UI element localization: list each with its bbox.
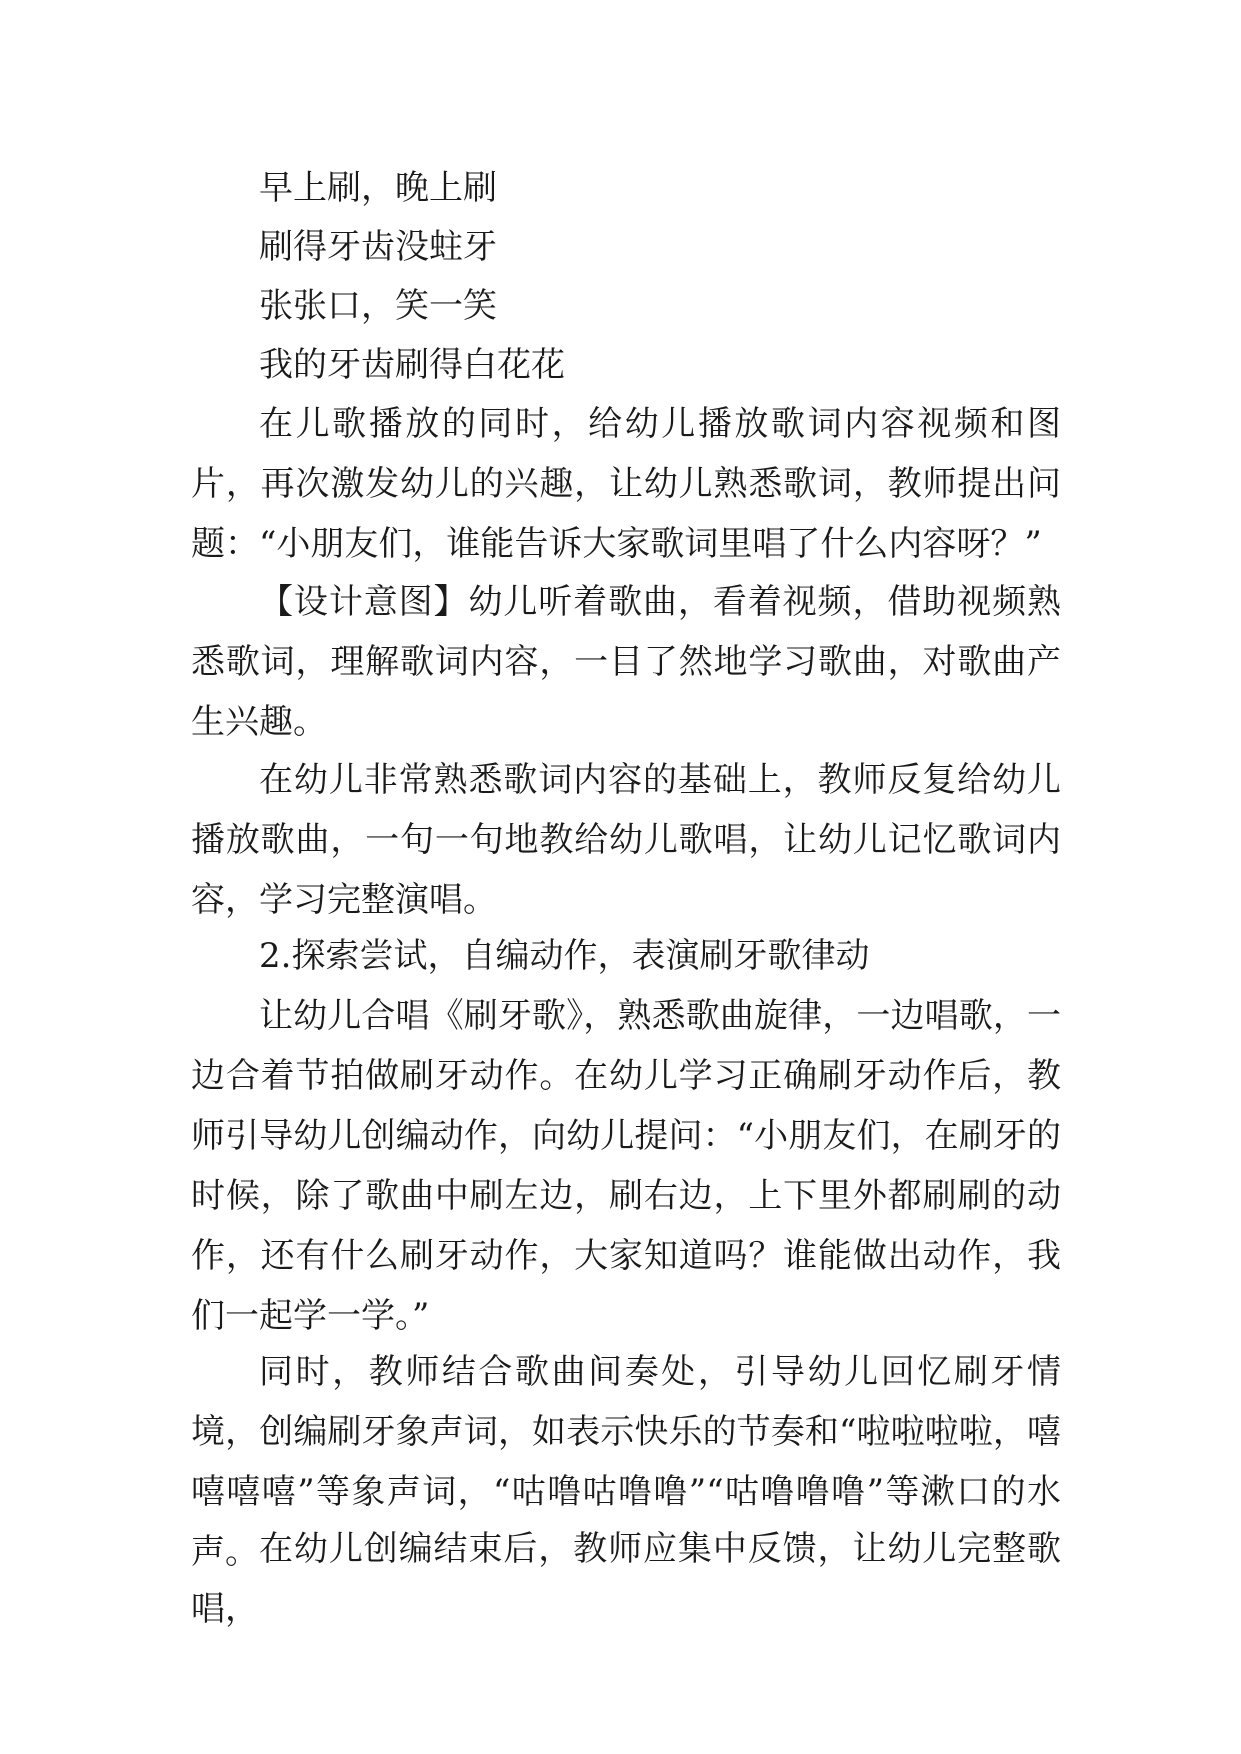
paragraph-design-intent: 【设计意图】幼儿听着歌曲，看着视频，借助视频熟悉歌词，理解歌词内容，一目了然地学习歌曲，对歌曲产生兴趣。	[191, 582, 1061, 742]
lyric-line-4: 我的牙齿刷得白花花	[259, 345, 565, 385]
lyric-line-1: 早上刷，晚上刷	[259, 168, 497, 208]
paragraph-feedback: 在幼儿创编结束后，教师应集中反馈，让幼儿完整歌唱，	[191, 1529, 1061, 1629]
paragraph-onomatopoeia: 同时，教师结合歌曲间奏处，引导幼儿回忆刷牙情境，创编刷牙象声词，如表示快乐的节奏和“啦啦啦啦，嘻嘻嘻嘻”等象声词，“咕噜咕噜噜”“咕噜噜噜”等漱口的水声。	[191, 1352, 1061, 1572]
lyric-line-2: 刷得牙齿没蛀牙	[259, 227, 497, 267]
lyric-line-3: 张张口，笑一笑	[259, 286, 497, 326]
paragraph-create-actions: 让幼儿合唱《刷牙歌》，熟悉歌曲旋律，一边唱歌，一边合着节拍做刷牙动作。在幼儿学习正确刷牙动作后，教师引导幼儿创编动作，向幼儿提问：“小朋友们，在刷牙的时候，除了歌曲中刷左边，刷右边，上下里外都刷刷的动作，还有什么刷牙动作，大家知道吗？谁能做出动作，我们一起学一学。”	[191, 996, 1061, 1336]
section-heading: 2.探索尝试，自编动作，表演刷牙歌律动	[259, 936, 870, 976]
paragraph-teach-singing: 在幼儿非常熟悉歌词内容的基础上，教师反复给幼儿播放歌曲，一句一句地教给幼儿歌唱，让幼儿记忆歌词内容，学习完整演唱。	[191, 760, 1061, 920]
paragraph-lyrics-video: 在儿歌播放的同时，给幼儿播放歌词内容视频和图片，再次激发幼儿的兴趣，让幼儿熟悉歌词，教师提出问题：“小朋友们，谁能告诉大家歌词里唱了什么内容呀？”	[191, 404, 1061, 564]
